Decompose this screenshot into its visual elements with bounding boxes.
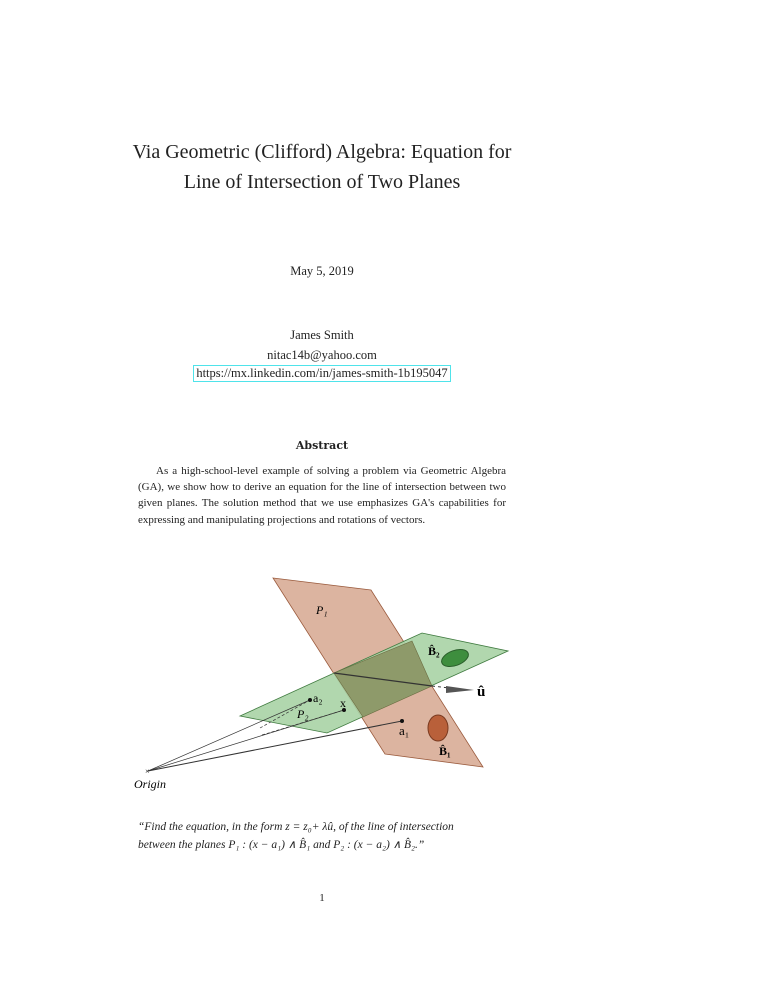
label-b1: B̂₁ [439,744,451,758]
caption-line-1: “Find the equation, in the form z = z₀+ λû, of the line of intersection [138,821,454,833]
vector-a1 [148,721,402,771]
vector-a2 [148,700,310,771]
title-line-2: Line of Intersection of Two Planes [183,171,461,193]
bivector-b1 [428,715,448,741]
author-email: nitac14b@yahoo.com [267,348,377,362]
author-name: James Smith [290,328,354,342]
u-arrow-icon [446,686,474,693]
caption-line-2: between the planes P₁ : (x − a₁) ∧ B̂₁ and P₂ : (x − a₂) ∧ B̂₂.” [138,839,425,851]
label-origin: Origin [134,777,167,791]
point-a2 [308,698,312,702]
title-line-1: Via Geometric (Clifford) Algebra: Equation for [132,141,512,163]
label-a1: a₁ [399,723,410,738]
label-p1: P₁ [316,603,328,617]
abstract-heading: Abstract [295,439,349,452]
problem-statement [138,818,510,854]
label-u: û [477,684,486,700]
linkedin-link[interactable]: https://mx.linkedin.com/in/james-smith-1b195047 [193,365,450,382]
label-p2: P₂ [297,707,309,721]
vector-x [148,710,344,771]
label-x: x [340,696,346,710]
date: May 5, 2019 [290,264,354,278]
label-origin-marker: × [145,767,150,776]
abstract-body: As a high-school-level example of solving a problem via Geometric Algebra (GA), we show how to derive an equation for the line of intersection between two given planes. The solution method that we use emphasizes GA's capabilities for expressing and manipulating projections and rotations of vectors. [138,465,506,526]
label-a2: a₂ [313,691,323,705]
label-b2: B̂₂ [428,644,440,658]
page-number: 1 [319,892,325,904]
